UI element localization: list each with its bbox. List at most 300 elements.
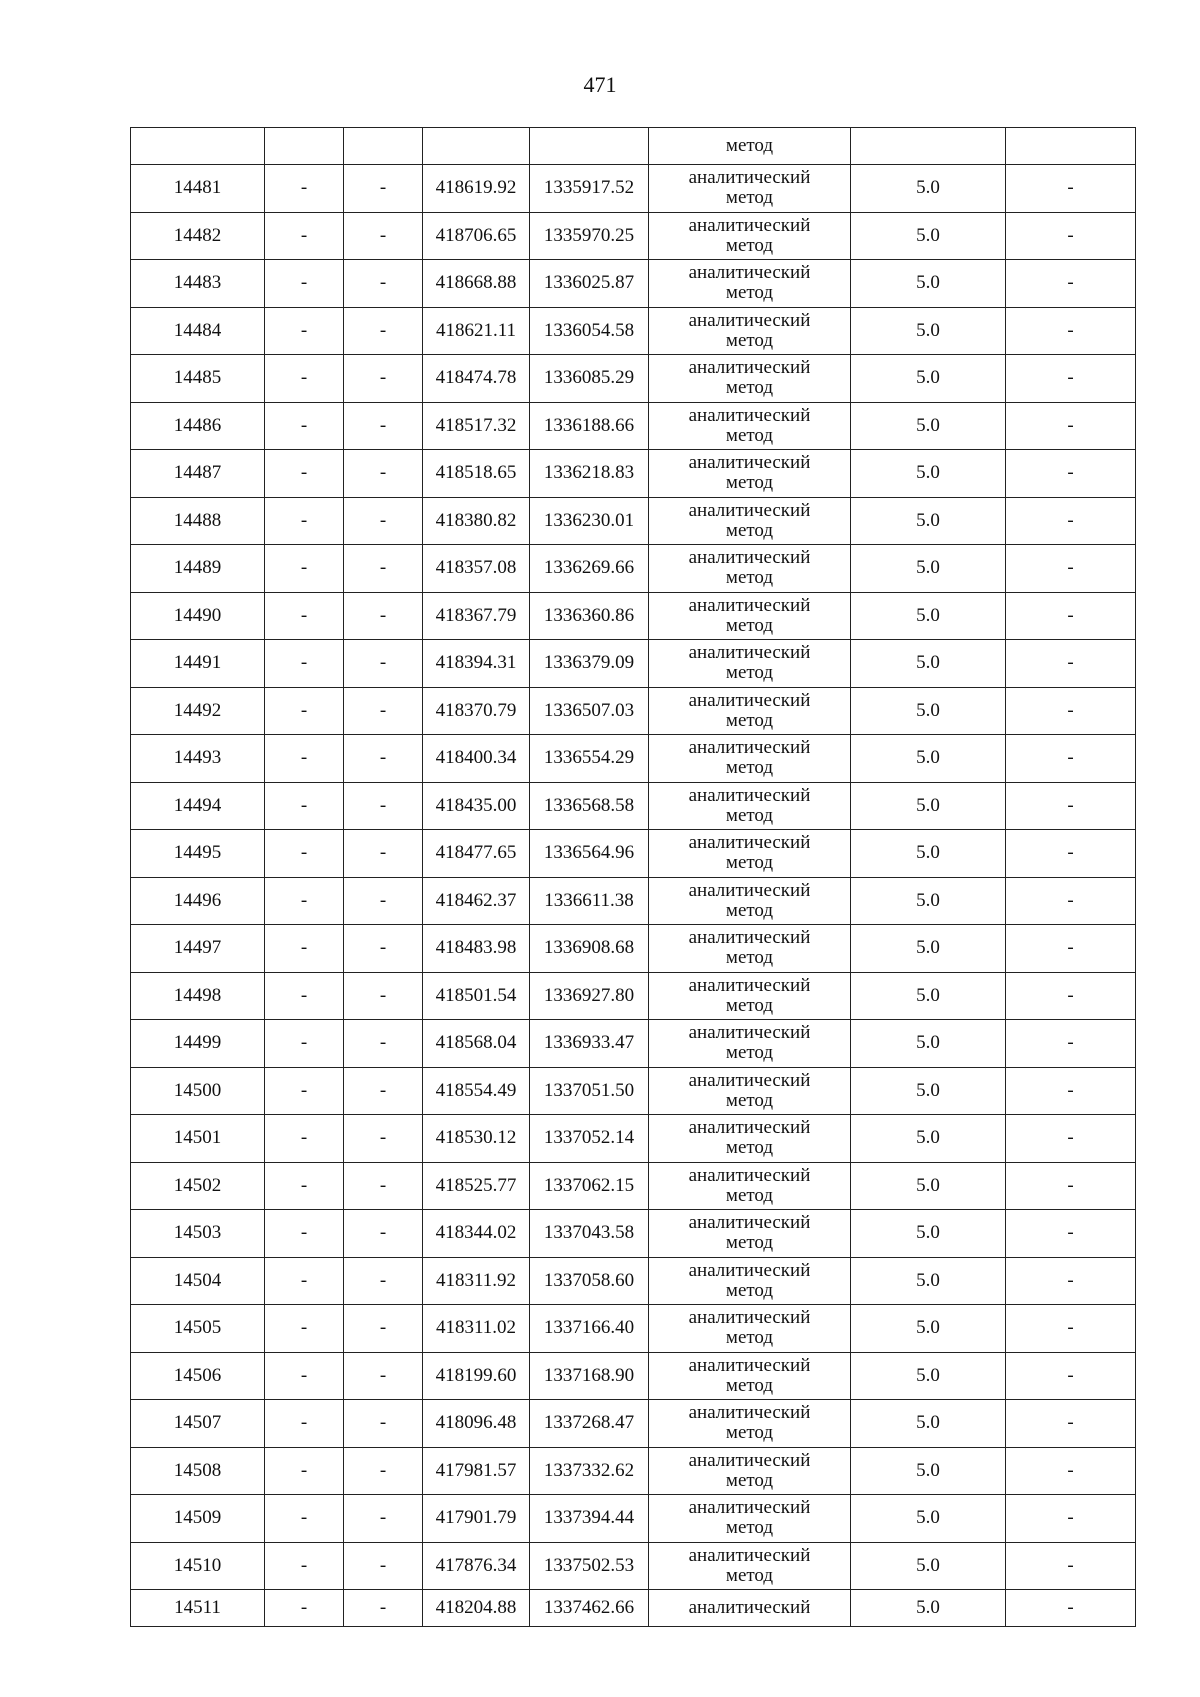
method-line-1: аналитический — [688, 1544, 811, 1566]
method-line-2: метод — [725, 852, 774, 874]
method-line-2: метод — [725, 1232, 774, 1254]
accuracy-cell: 5.0 — [851, 592, 1006, 640]
accuracy-cell: 5.0 — [851, 1352, 1006, 1400]
empty-dash-cell: - — [265, 1400, 344, 1448]
note-cell: - — [1006, 260, 1136, 308]
note-cell: - — [1006, 1352, 1136, 1400]
y-coordinate-cell: 1337062.15 — [530, 1162, 649, 1210]
empty-dash-cell: - — [344, 735, 423, 783]
accuracy-cell: 5.0 — [851, 972, 1006, 1020]
empty-dash-cell: - — [344, 165, 423, 213]
method-line-1: аналитический — [688, 879, 811, 901]
empty-dash-cell: - — [344, 450, 423, 498]
table-row-continuation — [131, 128, 1136, 165]
empty-dash-cell: - — [344, 212, 423, 260]
method-line-2: метод — [725, 329, 774, 351]
empty-dash-cell: - — [265, 1447, 344, 1495]
table-row — [131, 1400, 1136, 1448]
method-line-1: аналитический — [688, 262, 811, 284]
note-cell: - — [1006, 877, 1136, 925]
method-line-1: аналитический — [688, 1497, 811, 1519]
empty-dash-cell: - — [265, 972, 344, 1020]
x-coordinate-cell: 418311.02 — [423, 1305, 530, 1353]
empty-dash-cell: - — [265, 402, 344, 450]
method-line-2: метод — [725, 424, 774, 446]
note-cell: - — [1006, 165, 1136, 213]
method-line-2: метод — [725, 282, 774, 304]
point-id-cell: 14511 — [131, 1590, 265, 1627]
method-line-1: аналитический — [688, 167, 811, 189]
empty-dash-cell: - — [344, 307, 423, 355]
method-line-1: аналитический — [688, 547, 811, 569]
method-line-2: метод — [725, 1137, 774, 1159]
coordinates-table-body — [131, 128, 1136, 1627]
empty-dash-cell: - — [265, 830, 344, 878]
accuracy-cell: 5.0 — [851, 1162, 1006, 1210]
note-cell: - — [1006, 1447, 1136, 1495]
point-id-cell: 14497 — [131, 925, 265, 973]
accuracy-cell: 5.0 — [851, 1447, 1006, 1495]
table-cell — [1006, 128, 1136, 165]
x-coordinate-cell: 418474.78 — [423, 355, 530, 403]
accuracy-cell: 5.0 — [851, 1067, 1006, 1115]
x-coordinate-cell: 418096.48 — [423, 1400, 530, 1448]
coordinates-table — [130, 127, 1136, 1627]
method-cell: метод — [649, 128, 851, 165]
method-line-1: аналитический — [688, 594, 811, 616]
method-cell — [649, 830, 851, 878]
table-row — [131, 1590, 1136, 1627]
accuracy-cell: 5.0 — [851, 497, 1006, 545]
y-coordinate-cell: 1337502.53 — [530, 1542, 649, 1590]
x-coordinate-cell: 418517.32 — [423, 402, 530, 450]
y-coordinate-cell: 1336230.01 — [530, 497, 649, 545]
method-line-1: аналитический — [688, 1597, 811, 1618]
method-line-2: метод — [725, 377, 774, 399]
point-id-cell: 14492 — [131, 687, 265, 735]
method-cell — [649, 497, 851, 545]
empty-dash-cell: - — [265, 1352, 344, 1400]
method-cell — [649, 640, 851, 688]
point-id-cell: 14490 — [131, 592, 265, 640]
accuracy-cell: 5.0 — [851, 1400, 1006, 1448]
y-coordinate-cell: 1336188.66 — [530, 402, 649, 450]
method-cell — [649, 355, 851, 403]
empty-dash-cell: - — [344, 972, 423, 1020]
method-cell — [649, 450, 851, 498]
empty-dash-cell: - — [265, 355, 344, 403]
table-cell — [344, 128, 423, 165]
point-id-cell: 14496 — [131, 877, 265, 925]
method-line-2: метод — [725, 757, 774, 779]
method-line-2: метод — [725, 614, 774, 636]
y-coordinate-cell: 1335917.52 — [530, 165, 649, 213]
method-line-2: метод — [725, 1279, 774, 1301]
method-line-1: аналитический — [688, 832, 811, 854]
x-coordinate-cell: 418621.11 — [423, 307, 530, 355]
method-line-1: аналитический — [688, 784, 811, 806]
note-cell: - — [1006, 1590, 1136, 1627]
empty-dash-cell: - — [344, 1067, 423, 1115]
empty-dash-cell: - — [265, 1067, 344, 1115]
empty-dash-cell: - — [344, 497, 423, 545]
accuracy-cell: 5.0 — [851, 1542, 1006, 1590]
accuracy-cell: 5.0 — [851, 735, 1006, 783]
empty-dash-cell: - — [344, 1352, 423, 1400]
empty-dash-cell: - — [265, 450, 344, 498]
empty-dash-cell: - — [265, 1210, 344, 1258]
empty-dash-cell: - — [344, 1495, 423, 1543]
method-line-1: аналитический — [688, 214, 811, 236]
table-row — [131, 1115, 1136, 1163]
accuracy-cell: 5.0 — [851, 545, 1006, 593]
point-id-cell: 14500 — [131, 1067, 265, 1115]
method-cell — [649, 592, 851, 640]
y-coordinate-cell: 1336568.58 — [530, 782, 649, 830]
page-number: 471 — [583, 72, 617, 97]
accuracy-cell: 5.0 — [851, 782, 1006, 830]
accuracy-cell: 5.0 — [851, 877, 1006, 925]
y-coordinate-cell: 1337268.47 — [530, 1400, 649, 1448]
empty-dash-cell: - — [265, 877, 344, 925]
accuracy-cell: 5.0 — [851, 212, 1006, 260]
method-cell — [649, 1067, 851, 1115]
note-cell: - — [1006, 972, 1136, 1020]
method-line-2: метод — [725, 1564, 774, 1586]
method-cell — [649, 212, 851, 260]
method-line-2: метод — [725, 1042, 774, 1064]
point-id-cell: 14505 — [131, 1305, 265, 1353]
x-coordinate-cell: 418554.49 — [423, 1067, 530, 1115]
empty-dash-cell: - — [265, 260, 344, 308]
x-coordinate-cell: 418530.12 — [423, 1115, 530, 1163]
method-line-1: аналитический — [688, 452, 811, 474]
point-id-cell: 14501 — [131, 1115, 265, 1163]
note-cell: - — [1006, 830, 1136, 878]
point-id-cell: 14482 — [131, 212, 265, 260]
point-id-cell: 14502 — [131, 1162, 265, 1210]
table-row — [131, 1542, 1136, 1590]
note-cell: - — [1006, 450, 1136, 498]
empty-dash-cell: - — [265, 640, 344, 688]
note-cell: - — [1006, 1210, 1136, 1258]
table-row — [131, 307, 1136, 355]
empty-dash-cell: - — [344, 1115, 423, 1163]
y-coordinate-cell: 1337166.40 — [530, 1305, 649, 1353]
method-cell — [649, 972, 851, 1020]
method-line-2: метод — [725, 1422, 774, 1444]
table-row — [131, 735, 1136, 783]
table-cell — [265, 128, 344, 165]
x-coordinate-cell: 418394.31 — [423, 640, 530, 688]
y-coordinate-cell: 1336218.83 — [530, 450, 649, 498]
empty-dash-cell: - — [265, 1257, 344, 1305]
note-cell: - — [1006, 1257, 1136, 1305]
method-line-1: аналитический — [688, 1022, 811, 1044]
table-row — [131, 1020, 1136, 1068]
point-id-cell: 14504 — [131, 1257, 265, 1305]
x-coordinate-cell: 418462.37 — [423, 877, 530, 925]
table-row — [131, 1447, 1136, 1495]
y-coordinate-cell: 1336554.29 — [530, 735, 649, 783]
point-id-cell: 14487 — [131, 450, 265, 498]
empty-dash-cell: - — [344, 782, 423, 830]
empty-dash-cell: - — [265, 307, 344, 355]
table-row — [131, 497, 1136, 545]
empty-dash-cell: - — [344, 545, 423, 593]
y-coordinate-cell: 1336269.66 — [530, 545, 649, 593]
accuracy-cell: 5.0 — [851, 450, 1006, 498]
y-coordinate-cell: 1337051.50 — [530, 1067, 649, 1115]
table-row — [131, 1067, 1136, 1115]
method-line-2: метод — [725, 1469, 774, 1491]
table-row — [131, 212, 1136, 260]
y-coordinate-cell: 1336507.03 — [530, 687, 649, 735]
x-coordinate-cell: 417981.57 — [423, 1447, 530, 1495]
note-cell: - — [1006, 687, 1136, 735]
accuracy-cell: 5.0 — [851, 1115, 1006, 1163]
x-coordinate-cell: 418370.79 — [423, 687, 530, 735]
method-cell — [649, 1590, 851, 1627]
method-cell — [649, 877, 851, 925]
accuracy-cell: 5.0 — [851, 260, 1006, 308]
point-id-cell: 14510 — [131, 1542, 265, 1590]
empty-dash-cell: - — [344, 260, 423, 308]
accuracy-cell: 5.0 — [851, 1257, 1006, 1305]
table-row — [131, 877, 1136, 925]
empty-dash-cell: - — [265, 1542, 344, 1590]
x-coordinate-cell: 418400.34 — [423, 735, 530, 783]
empty-dash-cell: - — [265, 1495, 344, 1543]
table-row — [131, 782, 1136, 830]
empty-dash-cell: - — [265, 212, 344, 260]
method-line-2: метод — [725, 947, 774, 969]
x-coordinate-cell: 418344.02 — [423, 1210, 530, 1258]
empty-dash-cell: - — [344, 1590, 423, 1627]
x-coordinate-cell: 418619.92 — [423, 165, 530, 213]
point-id-cell: 14508 — [131, 1447, 265, 1495]
empty-dash-cell: - — [265, 1590, 344, 1627]
accuracy-cell: 5.0 — [851, 1020, 1006, 1068]
method-line-1: аналитический — [688, 1069, 811, 1091]
method-cell — [649, 925, 851, 973]
point-id-cell: 14506 — [131, 1352, 265, 1400]
method-line-1: аналитический — [688, 1402, 811, 1424]
point-id-cell: 14483 — [131, 260, 265, 308]
note-cell: - — [1006, 592, 1136, 640]
method-line-1: аналитический — [688, 357, 811, 379]
method-cell — [649, 260, 851, 308]
table-cell — [423, 128, 530, 165]
method-line-2: метод — [725, 1089, 774, 1111]
note-cell: - — [1006, 640, 1136, 688]
method-line-2: метод — [725, 187, 774, 209]
method-line-1: аналитический — [688, 1212, 811, 1234]
note-cell: - — [1006, 355, 1136, 403]
empty-dash-cell: - — [344, 1542, 423, 1590]
point-id-cell: 14486 — [131, 402, 265, 450]
y-coordinate-cell: 1336564.96 — [530, 830, 649, 878]
empty-dash-cell: - — [265, 165, 344, 213]
y-coordinate-cell: 1336379.09 — [530, 640, 649, 688]
method-line-1: аналитический — [688, 1164, 811, 1186]
method-line-1: аналитический — [688, 1259, 811, 1281]
accuracy-cell: 5.0 — [851, 1495, 1006, 1543]
empty-dash-cell: - — [344, 1400, 423, 1448]
point-id-cell: 14484 — [131, 307, 265, 355]
method-line-2: метод — [725, 1327, 774, 1349]
x-coordinate-cell: 418668.88 — [423, 260, 530, 308]
accuracy-cell: 5.0 — [851, 1305, 1006, 1353]
table-row — [131, 1257, 1136, 1305]
accuracy-cell: 5.0 — [851, 830, 1006, 878]
table-row — [131, 830, 1136, 878]
x-coordinate-cell: 418199.60 — [423, 1352, 530, 1400]
point-id-cell: 14485 — [131, 355, 265, 403]
x-coordinate-cell: 417901.79 — [423, 1495, 530, 1543]
x-coordinate-cell: 418435.00 — [423, 782, 530, 830]
empty-dash-cell: - — [344, 877, 423, 925]
note-cell: - — [1006, 1162, 1136, 1210]
empty-dash-cell: - — [344, 925, 423, 973]
method-cell — [649, 307, 851, 355]
x-coordinate-cell: 418706.65 — [423, 212, 530, 260]
y-coordinate-cell: 1336025.87 — [530, 260, 649, 308]
y-coordinate-cell: 1335970.25 — [530, 212, 649, 260]
note-cell: - — [1006, 1020, 1136, 1068]
empty-dash-cell: - — [265, 1115, 344, 1163]
method-cell — [649, 1352, 851, 1400]
method-line-2: метод — [725, 804, 774, 826]
point-id-cell: 14481 — [131, 165, 265, 213]
point-id-cell: 14498 — [131, 972, 265, 1020]
x-coordinate-cell: 418311.92 — [423, 1257, 530, 1305]
note-cell: - — [1006, 1305, 1136, 1353]
empty-dash-cell: - — [344, 1257, 423, 1305]
table-row — [131, 1352, 1136, 1400]
method-cell — [649, 1542, 851, 1590]
y-coordinate-cell: 1337168.90 — [530, 1352, 649, 1400]
y-coordinate-cell: 1336927.80 — [530, 972, 649, 1020]
method-cell — [649, 735, 851, 783]
note-cell: - — [1006, 307, 1136, 355]
x-coordinate-cell: 418204.88 — [423, 1590, 530, 1627]
table-row — [131, 402, 1136, 450]
empty-dash-cell: - — [265, 1162, 344, 1210]
note-cell: - — [1006, 1400, 1136, 1448]
point-id-cell: 14507 — [131, 1400, 265, 1448]
note-cell: - — [1006, 1542, 1136, 1590]
method-cell — [649, 165, 851, 213]
accuracy-cell: 5.0 — [851, 1590, 1006, 1627]
empty-dash-cell: - — [265, 1020, 344, 1068]
method-cell — [649, 1305, 851, 1353]
table-cell — [851, 128, 1006, 165]
table-row — [131, 545, 1136, 593]
method-line-2: метод — [725, 1374, 774, 1396]
note-cell: - — [1006, 782, 1136, 830]
table-row — [131, 450, 1136, 498]
method-line-2: метод — [725, 567, 774, 589]
x-coordinate-cell: 418357.08 — [423, 545, 530, 593]
method-line-1: аналитический — [688, 642, 811, 664]
x-coordinate-cell: 418483.98 — [423, 925, 530, 973]
y-coordinate-cell: 1337332.62 — [530, 1447, 649, 1495]
method-cell — [649, 545, 851, 593]
method-cell — [649, 1020, 851, 1068]
y-coordinate-cell: 1337052.14 — [530, 1115, 649, 1163]
x-coordinate-cell: 418367.79 — [423, 592, 530, 640]
empty-dash-cell: - — [265, 545, 344, 593]
point-id-cell: 14499 — [131, 1020, 265, 1068]
accuracy-cell: 5.0 — [851, 640, 1006, 688]
method-line-2: метод — [725, 709, 774, 731]
accuracy-cell: 5.0 — [851, 165, 1006, 213]
empty-dash-cell: - — [265, 687, 344, 735]
note-cell: - — [1006, 497, 1136, 545]
point-id-cell: 14494 — [131, 782, 265, 830]
method-line-1: аналитический — [688, 1307, 811, 1329]
table-cell — [530, 128, 649, 165]
accuracy-cell: 5.0 — [851, 355, 1006, 403]
method-line-2: метод — [725, 519, 774, 541]
note-cell: - — [1006, 1495, 1136, 1543]
method-line-2: метод — [725, 234, 774, 256]
y-coordinate-cell: 1337462.66 — [530, 1590, 649, 1627]
method-line-1: аналитический — [688, 404, 811, 426]
method-line-2: метод — [725, 899, 774, 921]
empty-dash-cell: - — [344, 355, 423, 403]
point-id-cell: 14493 — [131, 735, 265, 783]
x-coordinate-cell: 418477.65 — [423, 830, 530, 878]
table-row — [131, 592, 1136, 640]
note-cell: - — [1006, 402, 1136, 450]
table-row — [131, 925, 1136, 973]
x-coordinate-cell: 418518.65 — [423, 450, 530, 498]
method-line-2: метод — [725, 994, 774, 1016]
empty-dash-cell: - — [344, 640, 423, 688]
x-coordinate-cell: 418380.82 — [423, 497, 530, 545]
method-cell — [649, 687, 851, 735]
method-cell — [649, 782, 851, 830]
x-coordinate-cell: 418525.77 — [423, 1162, 530, 1210]
method-line-2: метод — [725, 472, 774, 494]
method-cell — [649, 1447, 851, 1495]
table-cell — [131, 128, 265, 165]
x-coordinate-cell: 418568.04 — [423, 1020, 530, 1068]
point-id-cell: 14491 — [131, 640, 265, 688]
accuracy-cell: 5.0 — [851, 402, 1006, 450]
empty-dash-cell: - — [265, 735, 344, 783]
table-row — [131, 640, 1136, 688]
x-coordinate-cell: 418501.54 — [423, 972, 530, 1020]
method-line-1: аналитический — [688, 1354, 811, 1376]
x-coordinate-cell: 417876.34 — [423, 1542, 530, 1590]
y-coordinate-cell: 1336054.58 — [530, 307, 649, 355]
method-line-1: аналитический — [688, 689, 811, 711]
y-coordinate-cell: 1337058.60 — [530, 1257, 649, 1305]
method-line-1: аналитический — [688, 1117, 811, 1139]
table-row — [131, 260, 1136, 308]
empty-dash-cell: - — [265, 925, 344, 973]
empty-dash-cell: - — [344, 1305, 423, 1353]
method-cell — [649, 1400, 851, 1448]
empty-dash-cell: - — [265, 592, 344, 640]
note-cell: - — [1006, 735, 1136, 783]
accuracy-cell: 5.0 — [851, 307, 1006, 355]
y-coordinate-cell: 1336611.38 — [530, 877, 649, 925]
point-id-cell: 14489 — [131, 545, 265, 593]
